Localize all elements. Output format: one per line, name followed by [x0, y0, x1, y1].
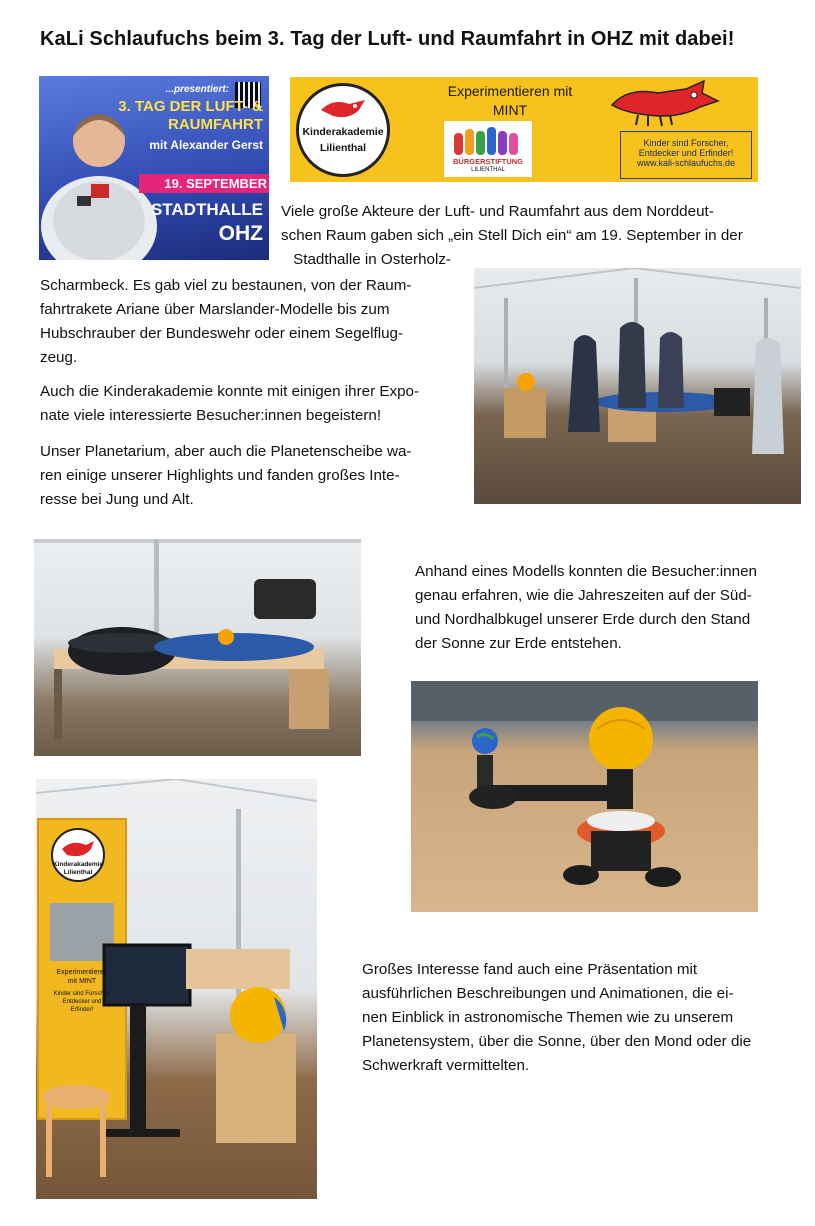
banner-headline1: Experimentieren mit	[447, 83, 573, 99]
paragraph-seasons	[415, 560, 800, 656]
planetarium-photo	[34, 539, 361, 756]
standee-text2: mit MINT	[67, 978, 97, 985]
kinderakademie-banner	[290, 77, 758, 182]
paragraph-planetarium	[40, 440, 460, 512]
text-line: nen Einblick in astronomische Themen wie zu unserem	[362, 1009, 734, 1026]
text-line: nate viele interessierte Besucher:innen begeistern!	[40, 407, 382, 424]
orrery-model-photo	[411, 681, 758, 912]
text-line: Scharmbeck. Es gab viel zu bestaunen, von der Raum-	[40, 277, 412, 294]
poster-line2: RAUMFAHRT	[168, 116, 263, 133]
visitors-at-stand-photo	[474, 268, 801, 504]
poster-venue1: STADTHALLE	[150, 200, 263, 219]
poster-line1: 3. TAG DER LUFT- &	[118, 98, 263, 115]
sponsor-name1: BÜRGERSTIFTUNG	[453, 157, 523, 166]
people-group-icon	[452, 125, 524, 155]
standee-text5: Erfinder!	[70, 1007, 94, 1013]
standee-text4: Entdecker und	[62, 999, 102, 1005]
text-line: Viele große Akteure der Luft- und Raumfahrt aus dem Norddeut-	[281, 203, 714, 220]
standee-logo1: Kinderakademie	[52, 861, 104, 868]
slogan-website: www.kali-schlaufuchs.de	[636, 158, 736, 168]
slogan-line1: Kinder sind Forscher,	[643, 138, 729, 148]
poster-venue2: OHZ	[218, 222, 263, 245]
kinderakademie-logo	[296, 83, 390, 177]
standee-text3: Kinder sind Forscher,	[53, 991, 111, 997]
paragraph-kinderakademie	[40, 380, 460, 428]
fox-mascot-icon	[608, 79, 720, 127]
text-line: ren einige unserer Highlights und fanden großes Inte-	[40, 467, 400, 484]
text-line: Hubschrauber der Bundeswehr oder einem Segelflug-	[40, 325, 404, 342]
text-line: Auch die Kinderakademie konnte mit einigen ihrer Expo-	[40, 383, 420, 400]
text-line: Schwerkraft vermittelten.	[362, 1057, 530, 1074]
text-line: Planetensystem, über die Sonne, über den Mond oder die	[362, 1033, 752, 1050]
poster-date: 19. SEPTEMBER	[139, 174, 269, 193]
text-line: und Nordhalbkugel unserer Erde durch den Stand	[415, 611, 751, 628]
text-line: Unser Planetarium, aber auch die Planetenscheibe wa-	[40, 443, 412, 460]
buergerstiftung-logo	[444, 121, 532, 177]
sponsor-name2: LILIENTHAL	[471, 167, 505, 173]
text-line: der Sonne zur Erde entstehen.	[415, 635, 622, 652]
text-line: resse bei Jung und Alt.	[40, 491, 194, 508]
text-line: ausführlichen Beschreibungen und Animationen, die ei-	[362, 985, 734, 1002]
paragraph-exhibits	[40, 274, 460, 370]
presentation-stand-photo	[36, 779, 317, 1199]
text-line: schen Raum gaben sich „ein Stell Dich ein“ am 19. September in der	[281, 227, 743, 244]
text-line: genau erfahren, wie die Jahreszeiten auf der Süd-	[415, 587, 752, 604]
event-poster-photo	[39, 76, 269, 260]
poster-presents: ...presentiert:	[165, 84, 229, 95]
paragraph-presentation	[362, 958, 802, 1078]
slogan-line2: Entdecker und Erfinder!	[638, 148, 734, 158]
text-line: Großes Interesse fand auch eine Präsentation mit	[362, 961, 698, 978]
page-title: KaLi Schlaufuchs beim 3. Tag der Luft- und Raumfahrt in OHZ mit dabei!	[40, 28, 735, 50]
paragraph-intro	[281, 200, 801, 272]
text-line: Anhand eines Modells konnten die Besucher:innen	[415, 563, 757, 580]
banner-headline2: MINT	[492, 102, 528, 118]
standee-logo2: Lilienthal	[63, 869, 93, 876]
standee-text1: Experimentieren	[56, 969, 108, 976]
poster-line3: mit Alexander Gerst	[149, 138, 263, 152]
logo-name1: Kinderakademie	[302, 126, 384, 138]
logo-name2: Lilienthal	[319, 142, 367, 154]
text-line: fahrtrakete Ariane über Marslander-Modelle bis zum	[40, 301, 390, 318]
fox-icon	[319, 96, 367, 122]
text-line: Stadthalle in Osterholz-	[293, 251, 451, 268]
text-line: zeug.	[40, 349, 78, 366]
slogan-box	[620, 131, 752, 179]
